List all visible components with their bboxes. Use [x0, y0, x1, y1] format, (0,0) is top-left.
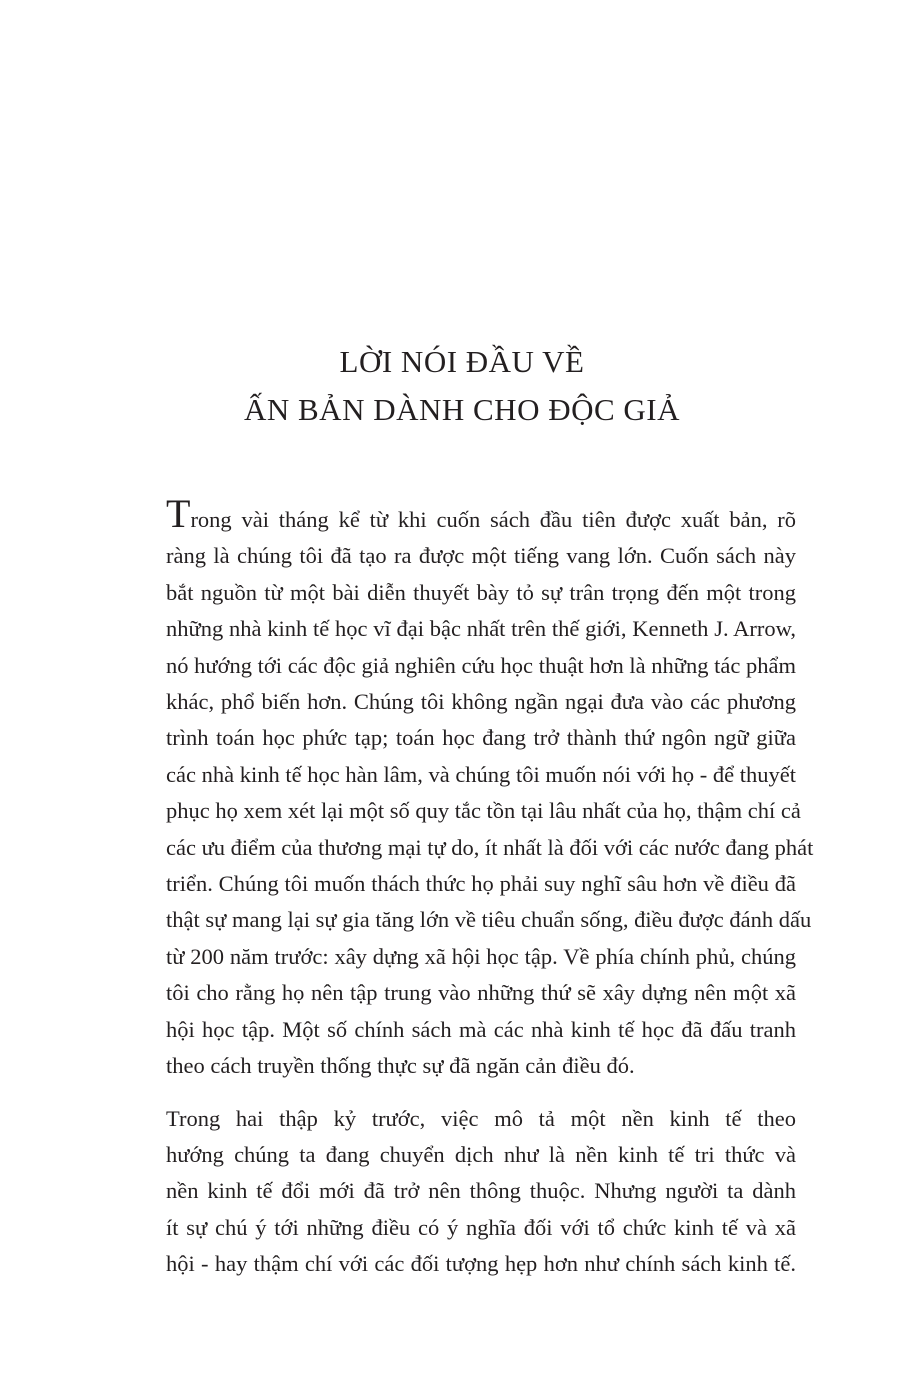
- body-text: [166, 491, 814, 1283]
- chapter-heading: [0, 338, 924, 434]
- paragraph-1-line: tôi cho rằng họ nên tập trung vào những thứ sẽ xây dựng nên một xã: [166, 980, 796, 1006]
- paragraph-1-line-1: [166, 491, 796, 538]
- paragraph-1-line: ràng là chúng tôi đã tạo ra được một tiếng vang lớn. Cuốn sách này: [166, 543, 796, 569]
- paragraph-2-line: ít sự chú ý tới những điều có ý nghĩa đối với tổ chức kinh tế và xã: [166, 1214, 796, 1240]
- paragraph-1-line: hội học tập. Một số chính sách mà các nhà kinh tế học đã đấu tranh: [166, 1016, 796, 1042]
- paragraph-2-line: nền kinh tế đổi mới đã trở nên thông thuộc. Nhưng người ta dành: [166, 1178, 796, 1204]
- paragraph-2-line-1: Trong hai thập kỷ trước, việc mô tả một nền kinh tế theo: [166, 1105, 796, 1131]
- paragraph-1-line: các nhà kinh tế học hàn lâm, và chúng tôi muốn nói với họ - để thuyết: [166, 761, 796, 787]
- paragraph-1-line: theo cách truyền thống thực sự đã ngăn cản điều đó.: [166, 1053, 635, 1079]
- paragraph-1-line: thật sự mang lại sự gia tăng lớn về tiêu chuẩn sống, điều được đánh dấu: [166, 907, 812, 933]
- paragraph-1-line: phục họ xem xét lại một số quy tắc tồn tại lâu nhất của họ, thậm chí cả: [166, 798, 801, 824]
- paragraph-1-line: từ 200 năm trước: xây dựng xã hội học tập. Về phía chính phủ, chúng: [166, 943, 796, 969]
- chapter-heading-line-1: LỜI NÓI ĐẦU VỀ: [339, 344, 585, 379]
- paragraph-1-line: nó hướng tới các độc giả nghiên cứu học thuật hơn là những tác phẩm: [166, 652, 796, 678]
- paragraph-1-line: khác, phổ biến hơn. Chúng tôi không ngần ngại đưa vào các phương: [166, 689, 796, 715]
- paragraph-1-line: các ưu điểm của thương mại tự do, ít nhất là đối với các nước đang phát: [166, 834, 814, 860]
- paragraph-1-line: những nhà kinh tế học vĩ đại bậc nhất trên thế giới, Kenneth J. Arrow,: [166, 616, 796, 642]
- drop-cap: T: [166, 491, 191, 536]
- paragraph-2: [166, 1101, 796, 1283]
- paragraph-1-line: trình toán học phức tạp; toán học đang trở thành thứ ngôn ngữ giữa: [166, 725, 796, 751]
- chapter-heading-line-2: ẤN BẢN DÀNH CHO ĐỘC GIẢ: [243, 392, 681, 427]
- paragraph-1-line: triển. Chúng tôi muốn thách thức họ phải suy nghĩ sâu hơn về điều đã: [166, 871, 796, 897]
- paragraph-1-line: bắt nguồn từ một bài diễn thuyết bày tỏ sự trân trọng đến một trong: [166, 579, 796, 605]
- paragraph-1-line-1-text: rong vài tháng kể từ khi cuốn sách đầu tiên được xuất bản, rõ: [190, 507, 796, 532]
- paragraph-1: [166, 491, 814, 1085]
- paragraph-2-line: hướng chúng ta đang chuyển dịch như là nền kinh tế tri thức và: [166, 1141, 796, 1167]
- paragraph-2-line: hội - hay thậm chí với các đối tượng hẹp hơn như chính sách kinh tế.: [166, 1251, 796, 1277]
